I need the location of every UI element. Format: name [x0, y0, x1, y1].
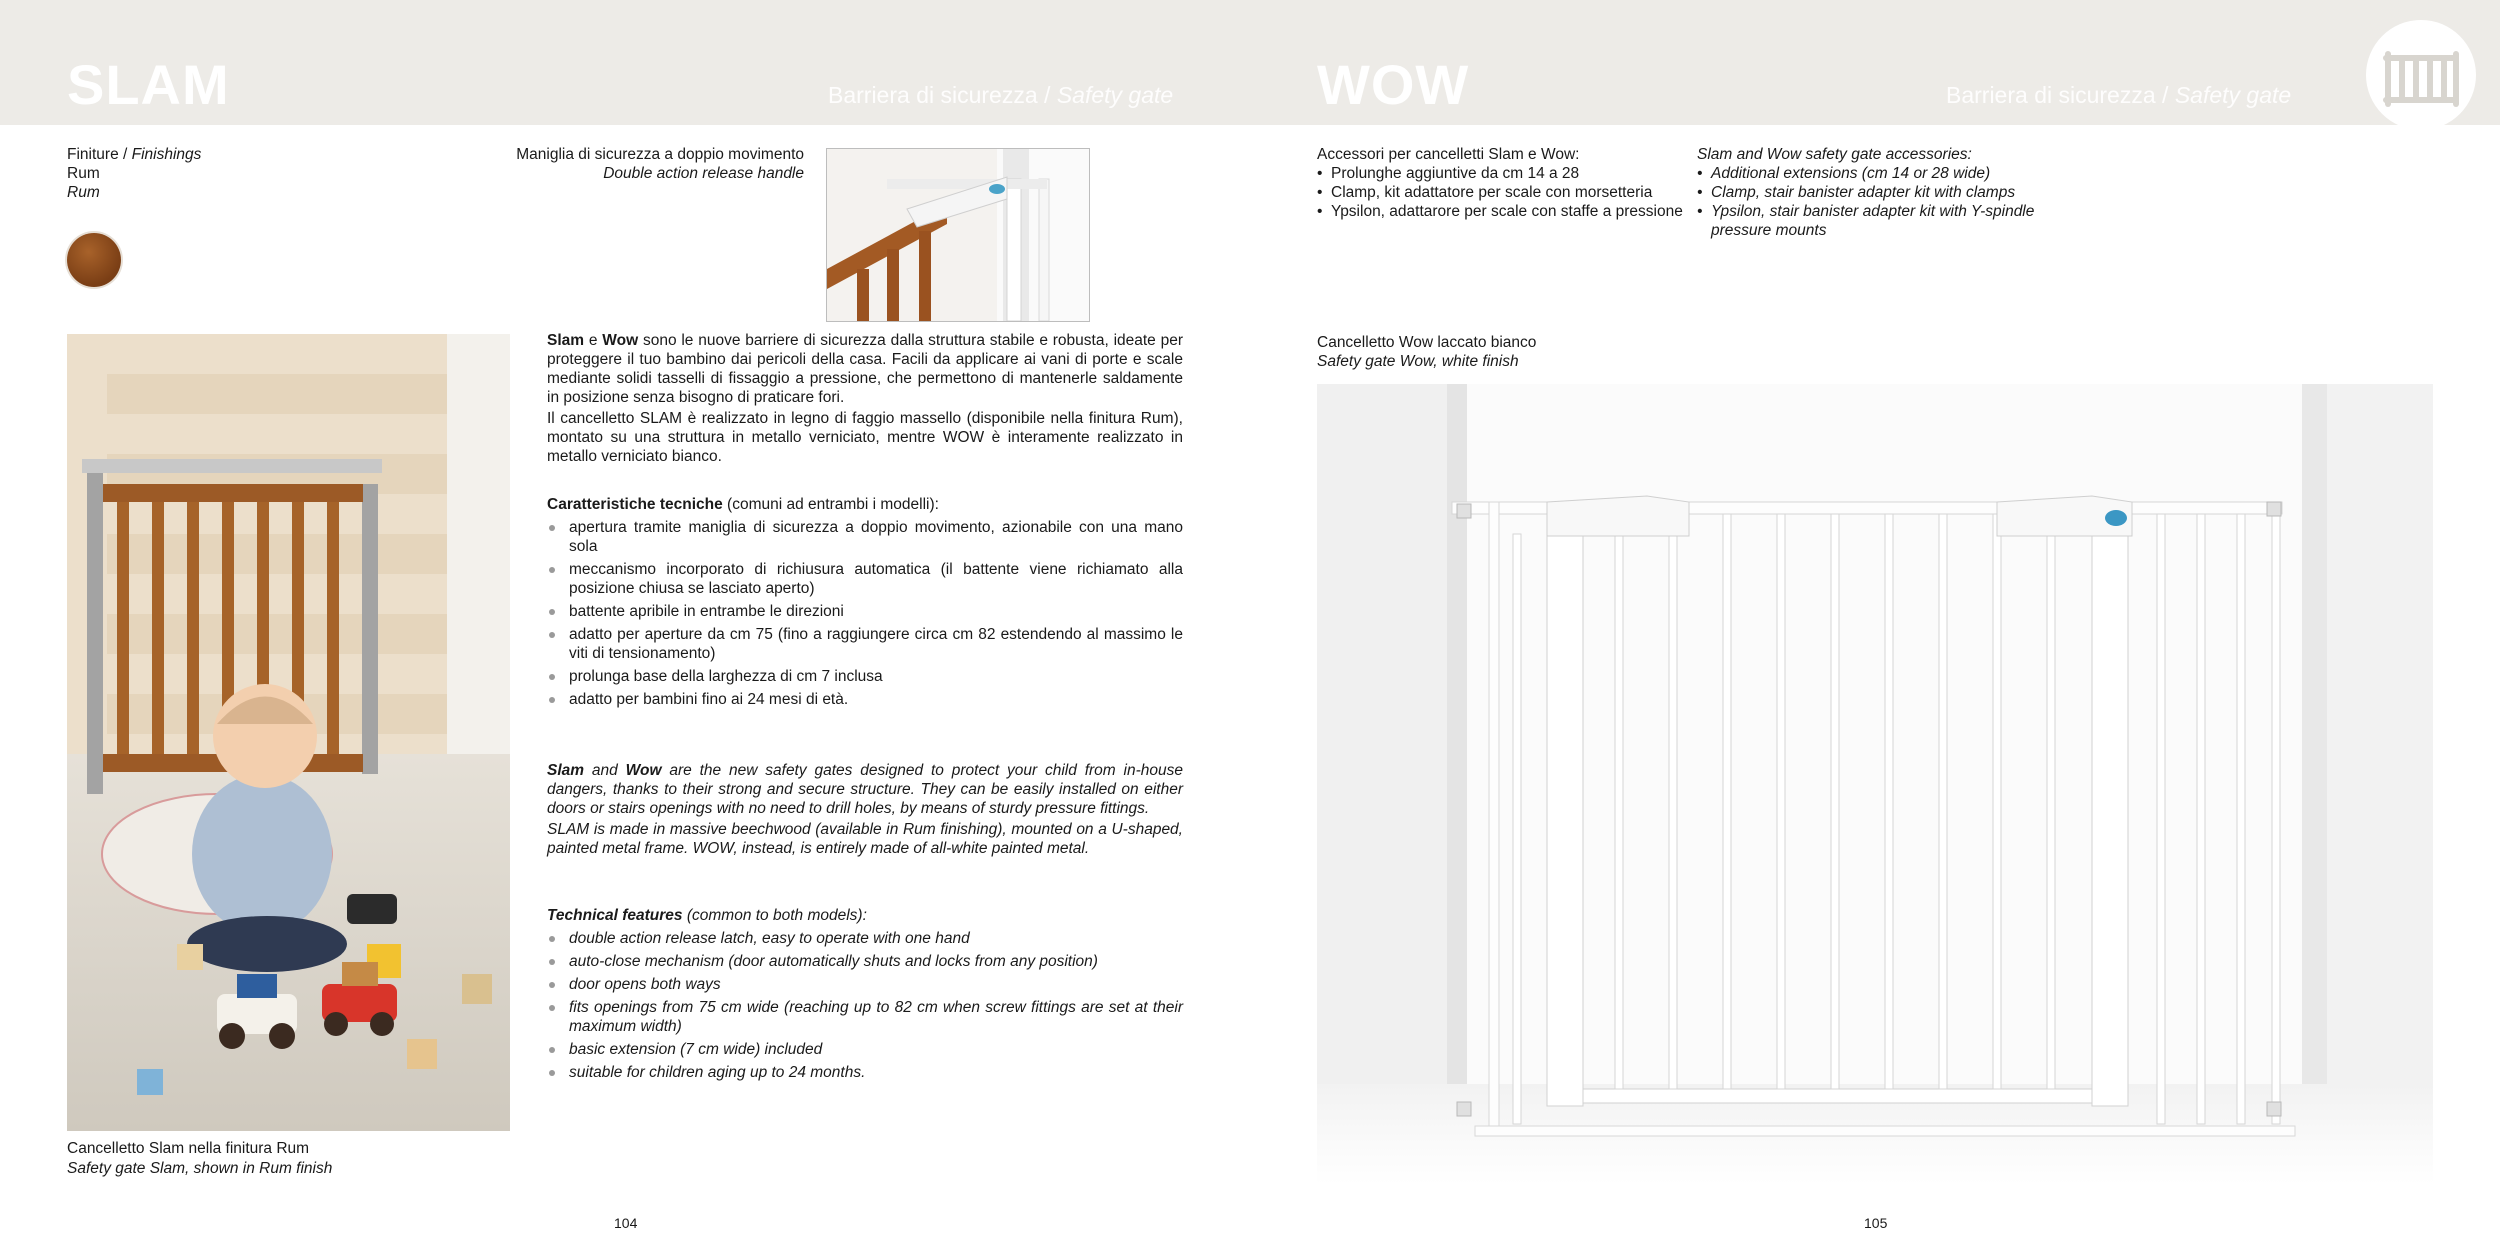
intro-en-p2: SLAM is made in massive beechwood (available in Rum finishing), mounted on a U-shaped, painted metal frame. WOW, instead, is entirely made of all-white painted metal. [547, 821, 1183, 857]
tech-it-item: battente apribile in entrambe le direzioni [547, 602, 1183, 621]
accessory-en-item: • Additional extensions (cm 14 or 28 wide) [1697, 164, 2077, 183]
handle-title: Maniglia di sicurezza a doppio movimento [516, 146, 804, 163]
accessory-it-item: • Clamp, kit adattatore per scale con morsetteria [1317, 183, 1687, 202]
page-number-left: 104 [614, 1215, 638, 1231]
tech-en-item: basic extension (7 cm wide) included [547, 1040, 1183, 1059]
intro-it-p1: Slam e Wow sono le nuove barriere di sicurezza dalla struttura stabile e robusta, ideate per proteggere il tuo bambino dai pericoli della casa. Facili da applicare ai vani di porte e scale mediante solidi tasselli di fissaggio a pressione, che permettono di mantenerle saldamente in posizione senza bisogno di praticare fori. [547, 332, 1184, 406]
slam-subtitle: Barriera di sicurezza / Safety gate [828, 82, 1174, 108]
intro-en [547, 761, 1183, 858]
accessories-en-title: Slam and Wow safety gate accessories: [1697, 146, 1972, 163]
slam-caption-en: Safety gate Slam, shown in Rum finish [67, 1160, 333, 1177]
slam-caption: Cancelletto Slam nella finitura Rum [67, 1140, 310, 1157]
tech-it-item: adatto per aperture da cm 75 (fino a raggiungere circa cm 82 estendendo al massimo le viti di tensionamento) [547, 625, 1183, 663]
accessory-en-item: • Ypsilon, stair banister adapter kit with Y-spindle pressure mounts [1697, 202, 2077, 240]
tech-en-list [547, 929, 1183, 1086]
rum-finish-swatch [67, 233, 121, 287]
finishes-label: Finiture / Finishings [67, 146, 202, 163]
accessory-it-item: • Ypsilon, adattarore per scale con staffe a pressione [1317, 202, 1687, 221]
accessory-it-item: • Prolunghe aggiuntive da cm 14 a 28 [1317, 164, 1687, 183]
handle-photo [826, 148, 1090, 322]
slam-gate-photo [67, 334, 510, 1131]
tech-it-item: adatto per bambini fino ai 24 mesi di età. [547, 690, 1183, 709]
tech-en-item: auto-close mechanism (door automatically shuts and locks from any position) [547, 952, 1183, 971]
page-number-right: 105 [1864, 1215, 1888, 1231]
wow-caption-en: Safety gate Wow, white finish [1317, 353, 1519, 370]
slam-brand-title: SLAM [67, 53, 230, 116]
tech-it-item: prolunga base della larghezza di cm 7 inclusa [547, 667, 1183, 686]
accessories-en [1697, 145, 2077, 240]
tech-en-item: suitable for children aging up to 24 months. [547, 1063, 1183, 1082]
accessories-it-title: Accessori per cancelletti Slam e Wow: [1317, 146, 1580, 163]
wow-subtitle: Barriera di sicurezza / Safety gate [1946, 82, 2292, 108]
wow-caption: Cancelletto Wow laccato bianco [1317, 334, 1537, 351]
finish-name-en: Rum [67, 184, 100, 201]
intro-it-p2: Il cancelletto SLAM è realizzato in legno di faggio massello (disponibile nella finitura Rum), montato su una struttura in metallo verniciato, mentre WOW è interamente realizzato in metallo verniciato bianco. [547, 410, 1183, 465]
tech-it-heading: Caratteristiche tecniche (comuni ad entrambi i modelli): [547, 496, 939, 513]
finish-name: Rum [67, 165, 100, 182]
tech-it-list [547, 518, 1183, 713]
wow-gate-photo [1317, 384, 2433, 1184]
tech-it-item: meccanismo incorporato di richiusura automatica (il battente viene richiamato alla posizione chiusa se lasciato aperto) [547, 560, 1183, 598]
tech-en-item: fits openings from 75 cm wide (reaching up to 82 cm when screw fittings are set at their maximum width) [547, 998, 1183, 1036]
wow-brand-title: WOW [1317, 53, 1470, 116]
accessory-en-item: • Clamp, stair banister adapter kit with clamps [1697, 183, 2077, 202]
accessories-it [1317, 145, 1687, 221]
gate-icon-badge [2366, 20, 2476, 130]
tech-it-item: apertura tramite maniglia di sicurezza a doppio movimento, azionabile con una mano sola [547, 518, 1183, 556]
tech-en-item: door opens both ways [547, 975, 1183, 994]
tech-en-item: double action release latch, easy to operate with one hand [547, 929, 1183, 948]
intro-it [547, 331, 1183, 466]
handle-title-en: Double action release handle [603, 165, 804, 182]
gate-icon [2366, 20, 2476, 130]
tech-en-heading: Technical features (common to both models): [547, 907, 867, 924]
intro-en-p1: Slam and Wow are the new safety gates designed to protect your child from in-house dangers, thanks to their strong and secure structure. They can be easily installed on either doors or stairs openings with no need to drill holes, by means of sturdy pressure fittings. [547, 762, 1184, 817]
